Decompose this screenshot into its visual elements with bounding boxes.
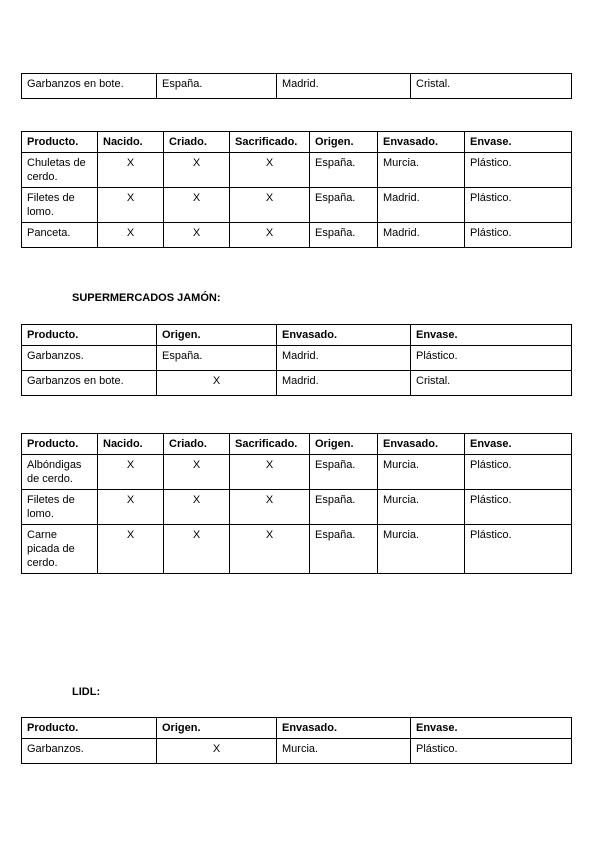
- cell-envase: Cristal.: [411, 74, 572, 99]
- cell-origen: España.: [310, 188, 378, 223]
- cell-envasado: Madrid.: [277, 371, 411, 396]
- cell-producto: Filetes de lomo.: [22, 188, 98, 223]
- cell-nacido: X: [98, 455, 164, 490]
- table-jamon-garbanzos: [21, 324, 572, 396]
- cell-nacido: X: [98, 188, 164, 223]
- cell-criado: X: [164, 525, 230, 574]
- header-criado: Criado.: [164, 132, 230, 153]
- header-envase: Envase.: [465, 434, 572, 455]
- cell-sacrificado: X: [230, 153, 310, 188]
- table-row: [22, 455, 572, 490]
- header-envasado: Envasado.: [378, 434, 465, 455]
- cell-envase: Plástico.: [465, 525, 572, 574]
- cell-producto: Panceta.: [22, 223, 98, 248]
- header-envasado: Envasado.: [277, 718, 411, 739]
- cell-sacrificado: X: [230, 455, 310, 490]
- cell-nacido: X: [98, 153, 164, 188]
- header-nacido: Nacido.: [98, 434, 164, 455]
- cell-producto: Filetes de lomo.: [22, 490, 98, 525]
- header-producto: Producto.: [22, 132, 98, 153]
- cell-envase: Plástico.: [465, 153, 572, 188]
- cell-envase: Plástico.: [411, 739, 572, 764]
- cell-producto: Albóndigas de cerdo.: [22, 455, 98, 490]
- cell-envase: Plástico.: [465, 455, 572, 490]
- table-header-row: [22, 434, 572, 455]
- table-row: [22, 371, 572, 396]
- table-continuation: [21, 73, 572, 99]
- table-header-row: [22, 325, 572, 346]
- cell-origen: X: [157, 371, 277, 396]
- cell-origen: España.: [310, 153, 378, 188]
- cell-envasado: Madrid.: [277, 346, 411, 371]
- header-envasado: Envasado.: [378, 132, 465, 153]
- cell-criado: X: [164, 188, 230, 223]
- table-row: [22, 74, 572, 99]
- header-origen: Origen.: [310, 132, 378, 153]
- cell-nacido: X: [98, 490, 164, 525]
- header-sacrificado: Sacrificado.: [230, 434, 310, 455]
- header-origen: Origen.: [157, 325, 277, 346]
- cell-envase: Plástico.: [465, 490, 572, 525]
- cell-origen: España.: [310, 525, 378, 574]
- header-producto: Producto.: [22, 434, 98, 455]
- table-row: [22, 525, 572, 574]
- header-sacrificado: Sacrificado.: [230, 132, 310, 153]
- cell-envase: Plástico.: [411, 346, 572, 371]
- cell-envasado: Madrid.: [277, 74, 411, 99]
- cell-envase: Cristal.: [411, 371, 572, 396]
- cell-sacrificado: X: [230, 525, 310, 574]
- cell-envasado: Murcia.: [277, 739, 411, 764]
- header-origen: Origen.: [157, 718, 277, 739]
- cell-envase: Plástico.: [465, 223, 572, 248]
- cell-producto: Carne picada de cerdo.: [22, 525, 98, 574]
- table-row: [22, 188, 572, 223]
- cell-sacrificado: X: [230, 490, 310, 525]
- table-row: [22, 490, 572, 525]
- cell-origen: X: [157, 739, 277, 764]
- cell-criado: X: [164, 490, 230, 525]
- header-envase: Envase.: [411, 718, 572, 739]
- cell-envasado: Madrid.: [378, 223, 465, 248]
- cell-producto: Chuletas de cerdo.: [22, 153, 98, 188]
- cell-nacido: X: [98, 525, 164, 574]
- table-row: [22, 346, 572, 371]
- header-envasado: Envasado.: [277, 325, 411, 346]
- cell-criado: X: [164, 223, 230, 248]
- cell-sacrificado: X: [230, 223, 310, 248]
- cell-origen: España.: [310, 223, 378, 248]
- cell-envasado: Murcia.: [378, 455, 465, 490]
- cell-origen: España.: [310, 455, 378, 490]
- cell-envasado: Murcia.: [378, 525, 465, 574]
- cell-criado: X: [164, 153, 230, 188]
- cell-producto: Garbanzos en bote.: [22, 74, 157, 99]
- cell-origen: España.: [310, 490, 378, 525]
- cell-producto: Garbanzos.: [22, 739, 157, 764]
- cell-envase: Plástico.: [465, 188, 572, 223]
- table-row: [22, 223, 572, 248]
- header-criado: Criado.: [164, 434, 230, 455]
- cell-producto: Garbanzos en bote.: [22, 371, 157, 396]
- cell-nacido: X: [98, 223, 164, 248]
- header-envase: Envase.: [465, 132, 572, 153]
- header-producto: Producto.: [22, 325, 157, 346]
- header-envase: Envase.: [411, 325, 572, 346]
- table-header-row: [22, 132, 572, 153]
- table-header-row: [22, 718, 572, 739]
- cell-producto: Garbanzos.: [22, 346, 157, 371]
- table-jamon-meat-products: [21, 433, 572, 574]
- heading-supermercados-jamon: SUPERMERCADOS JAMÓN:: [72, 292, 221, 304]
- cell-envasado: Madrid.: [378, 188, 465, 223]
- cell-origen: España.: [157, 74, 277, 99]
- table-lidl: [21, 717, 572, 764]
- header-origen: Origen.: [310, 434, 378, 455]
- cell-origen: España.: [157, 346, 277, 371]
- heading-lidl: LIDL:: [72, 686, 101, 698]
- header-producto: Producto.: [22, 718, 157, 739]
- cell-sacrificado: X: [230, 188, 310, 223]
- table-row: [22, 739, 572, 764]
- header-nacido: Nacido.: [98, 132, 164, 153]
- table-meat-products: [21, 131, 572, 248]
- cell-envasado: Murcia.: [378, 153, 465, 188]
- table-row: [22, 153, 572, 188]
- cell-criado: X: [164, 455, 230, 490]
- cell-envasado: Murcia.: [378, 490, 465, 525]
